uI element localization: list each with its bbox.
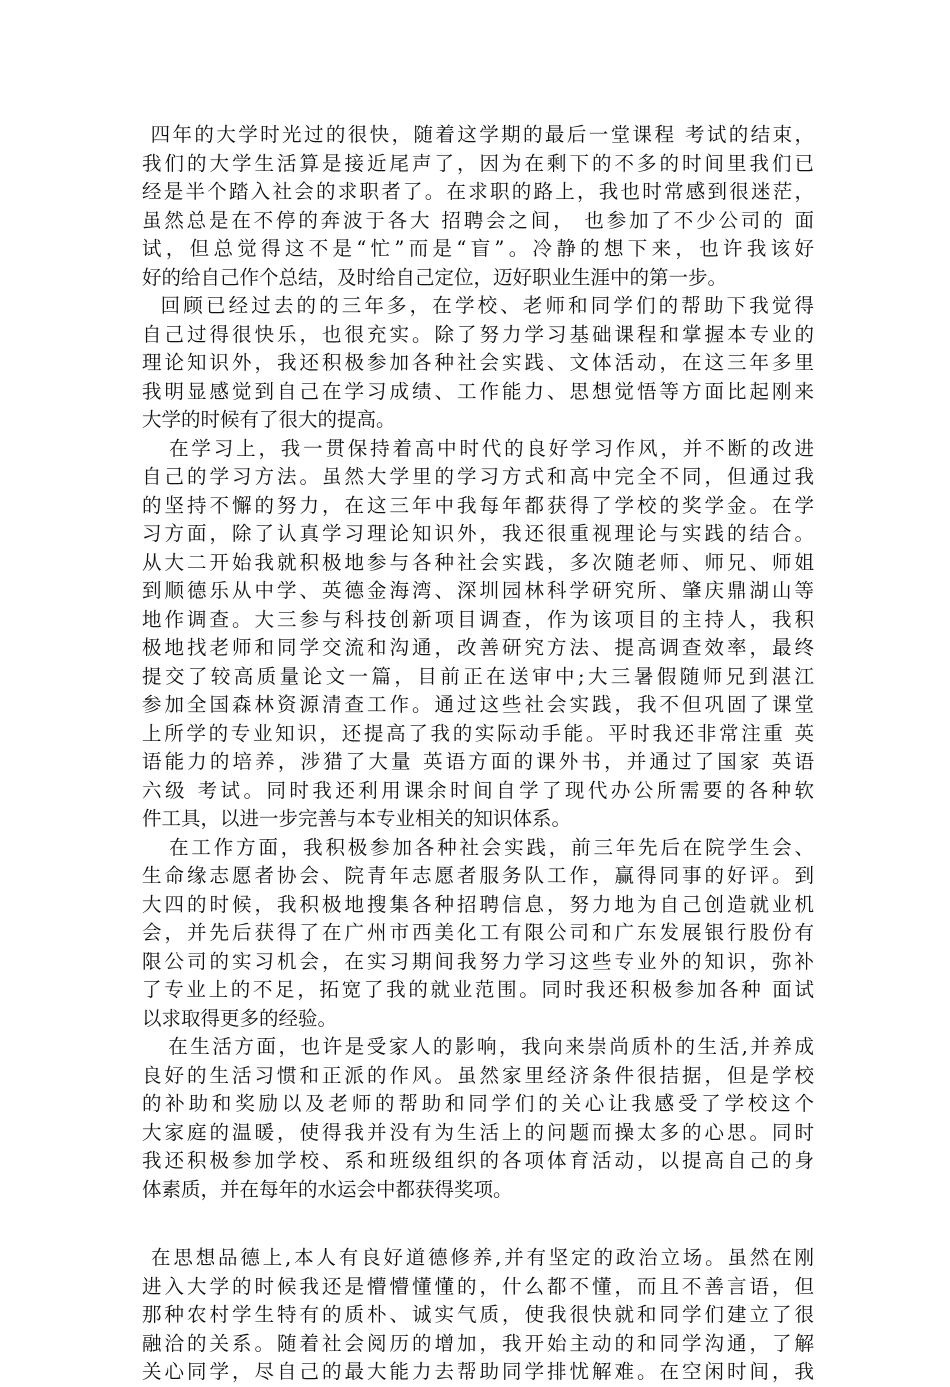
text-line: 从大二开始我就积极地参与各种社会实践，多次随老师、师兄、师姐 xyxy=(142,550,814,574)
text-line: 大四的时候，我积极地搜集各种招聘信息，努力地为自己创造就业机 xyxy=(142,892,814,916)
text-line: 到顺德乐从中学、英德金海湾、深圳园林科学研究所、肇庆鼎湖山等 xyxy=(142,579,814,602)
document-body xyxy=(142,121,814,1387)
text-line: 试，但总觉得这不是“忙”而是“盲”。冷静的想下来，也许我该好 xyxy=(142,237,814,260)
text-line: 六级 考试。同时我还利用课余时间自学了现代办公所需要的各种软 xyxy=(142,778,814,802)
text-line: 语能力的培养，涉猎了大量 英语方面的课外书，并通过了国家 英语 xyxy=(142,750,814,773)
text-line: 的补助和奖励以及老师的帮助和同学们的关心让我感受了学校这个 xyxy=(142,1092,814,1115)
text-line: 以求取得更多的经验。 xyxy=(142,1006,338,1030)
text-line: 进入大学的时候我还是懵懵懂懂的，什么都不懂，而且不善言语，但 xyxy=(142,1274,814,1298)
text-line: 好的给自己作个总结，及时给自己定位，迈好职业生涯中的第一步。 xyxy=(142,265,728,289)
text-line: 虽然总是在不停的奔波于各大 招聘会之间， 也参加了不少公司的 面 xyxy=(142,208,814,232)
text-line: 回顾已经过去的的三年多，在学校、老师和同学们的帮助下我觉得 xyxy=(142,294,814,317)
text-line: 关心同学，尽自己的最大能力去帮助同学排忧解难。在空闲时间，我 xyxy=(142,1360,814,1383)
text-line: 会，并先后获得了在广州市西美化工有限公司和广东发展银行股份有 xyxy=(142,921,814,944)
text-line: 上所学的专业知识，还提高了我的实际动手能。平时我还非常注重 英 xyxy=(142,721,814,745)
text-line: 在工作方面，我积极参加各种社会实践，前三年先后在院学生会、 xyxy=(142,835,814,859)
text-line: 融洽的关系。随着社会阅历的增加，我开始主动的和同学沟通，了解 xyxy=(142,1331,814,1355)
text-line: 自己过得很快乐，也很充实。除了努力学习基础课程和掌握本专业的 xyxy=(142,322,814,346)
text-line: 我还积极参加学校、系和班级组织的各项体育活动，以提高自己的身 xyxy=(142,1149,814,1172)
text-line: 经是半个踏入社会的求职者了。在求职的路上，我也时常感到很迷茫， xyxy=(142,180,814,203)
text-line: 提交了较高质量论文一篇，目前正在送审中;大三暑假随师兄到湛江 xyxy=(142,664,814,688)
text-line: 生命缘志愿者协会、院青年志愿者服务队工作，赢得同事的好评。到 xyxy=(142,864,814,887)
text-line: 我明显感觉到自己在学习成绩、工作能力、思想觉悟等方面比起刚来 xyxy=(142,379,814,403)
text-line: 那种农村学生特有的质朴、诚实气质，使我很快就和同学们建立了很 xyxy=(142,1303,814,1326)
text-line: 大家庭的温暖，使得我并没有为生活上的问题而操太多的心思。同时 xyxy=(142,1120,814,1144)
text-line: 理论知识外，我还积极参加各种社会实践、文体活动，在这三年多里 xyxy=(142,351,814,374)
text-line: 在思想品德上,本人有良好道德修养,并有坚定的政治立场。虽然在刚 xyxy=(142,1246,814,1269)
text-line: 件工具，以进一步完善与本专业相关的知识体系。 xyxy=(142,807,572,830)
paragraph-intro xyxy=(142,121,814,292)
text-line: 了专业上的不足，拓宽了我的就业范围。同时我还积极参加各种 面试 xyxy=(142,978,814,1001)
paragraph-work xyxy=(142,834,814,1034)
text-line: 参加全国森林资源清查工作。通过这些社会实践，我不但巩固了课堂 xyxy=(142,693,814,716)
paragraph-spacer xyxy=(142,1204,814,1244)
text-line: 体素质，并在每年的水运会中都获得奖项。 xyxy=(142,1177,513,1201)
paragraph-life xyxy=(142,1033,814,1204)
paragraph-review xyxy=(142,292,814,435)
text-line: 在生活方面，也许是受家人的影响，我向来崇尚质朴的生活,并养成 xyxy=(142,1035,814,1058)
text-line: 大学的时候有了很大的提高。 xyxy=(142,408,396,431)
text-line: 自己的学习方法。虽然大学里的学习方式和高中完全不同，但通过我 xyxy=(142,465,814,488)
paragraph-morality xyxy=(142,1244,814,1387)
text-line: 在学习上，我一贯保持着高中时代的良好学习作风，并不断的改进 xyxy=(142,436,814,460)
text-line: 限公司的实习机会，在实习期间我努力学习这些专业外的知识，弥补 xyxy=(142,949,814,973)
paragraph-study xyxy=(142,435,814,834)
text-line: 四年的大学时光过的很快，随着这学期的最后一堂课程 考试的结束， xyxy=(142,123,814,146)
text-line: 良好的生活习惯和正派的作风。虽然家里经济条件很拮据，但是学校 xyxy=(142,1063,814,1087)
text-line: 习方面，除了认真学习理论知识外，我还很重视理论与实践的结合。 xyxy=(142,522,814,545)
text-line: 的坚持不懈的努力，在这三年中我每年都获得了学校的奖学金。在学 xyxy=(142,493,814,517)
text-line: 地作调查。大三参与科技创新项目调查，作为该项目的主持人，我积 xyxy=(142,607,814,631)
text-line: 极地找老师和同学交流和沟通，改善研究方法、提高调查效率，最终 xyxy=(142,636,814,659)
text-line: 我们的大学生活算是接近尾声了，因为在剩下的不多的时间里我们已 xyxy=(142,151,814,175)
